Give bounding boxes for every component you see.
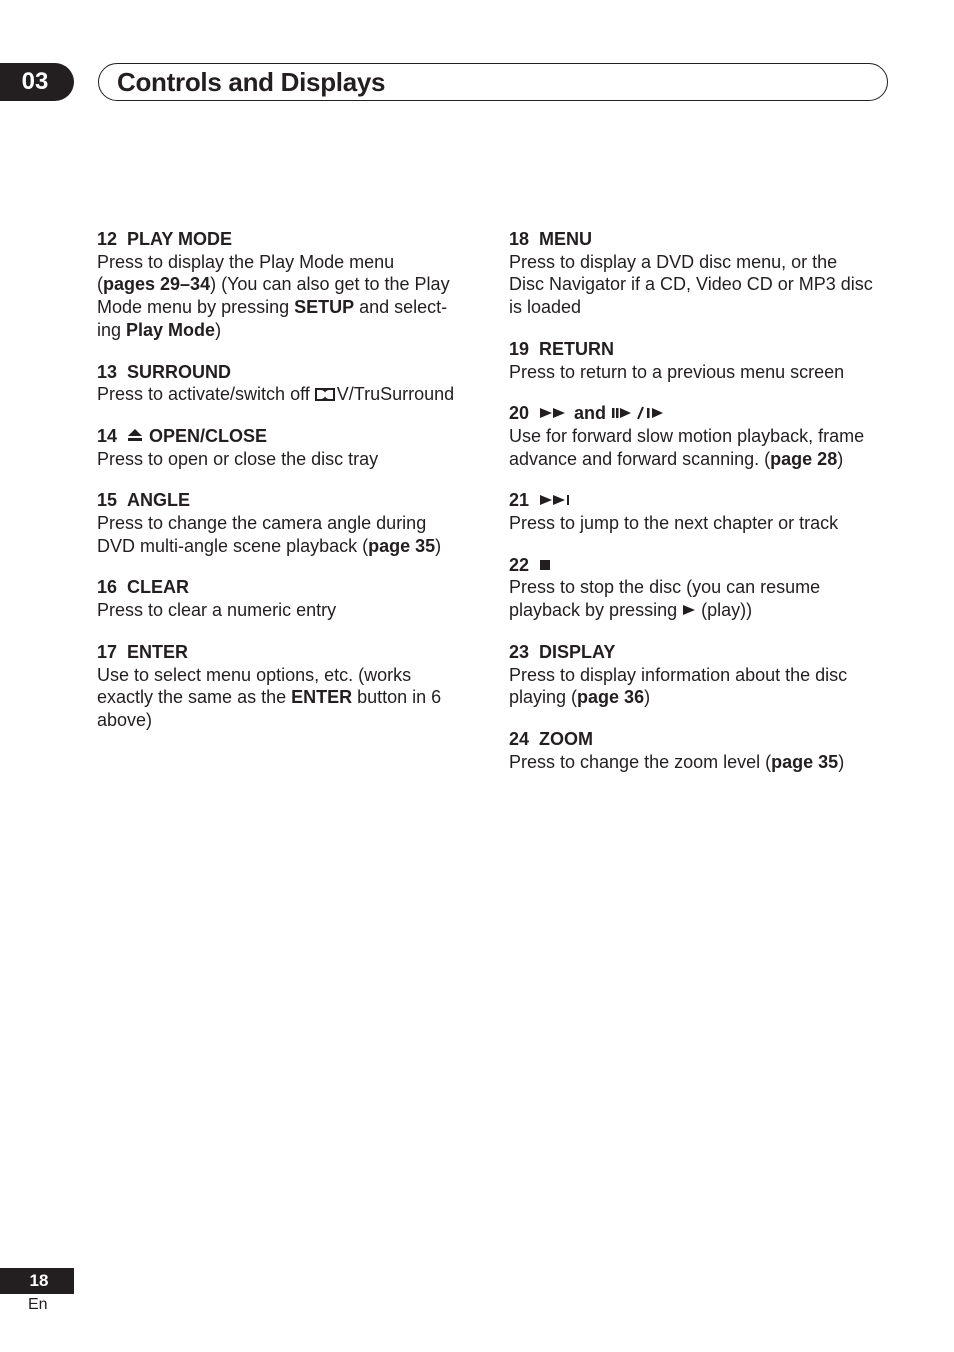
item-line: Press to return to a previous menu screen xyxy=(509,361,845,382)
item-open-close xyxy=(97,425,472,470)
item-number: 20 xyxy=(509,403,530,424)
item-line: Use to select menu options, etc. (works xyxy=(97,664,412,685)
item-play-mode xyxy=(97,228,472,342)
item-line: playing (page 36) xyxy=(509,687,651,708)
item-line: Press to clear a numeric entry xyxy=(97,600,337,621)
item-line: Mode menu by pressing SETUP and select- xyxy=(97,297,448,318)
item-line: above) xyxy=(97,709,153,730)
item-number: 16 xyxy=(97,577,118,598)
eject-icon xyxy=(127,428,143,442)
item-enter xyxy=(97,641,472,732)
item-clear xyxy=(97,576,472,621)
item-heading xyxy=(509,338,894,361)
item-heading xyxy=(97,576,472,599)
item-angle xyxy=(97,489,472,557)
item-line: DVD multi-angle scene playback (page 35) xyxy=(97,535,442,556)
item-heading xyxy=(509,489,894,512)
item-line: advance and forward scanning. (page 28) xyxy=(509,448,844,469)
item-heading xyxy=(509,402,894,425)
item-number: 14 xyxy=(97,425,118,446)
item-heading xyxy=(97,228,472,251)
item-number: 12 xyxy=(97,229,118,249)
item-display xyxy=(509,641,894,709)
item-heading xyxy=(97,489,472,512)
fast-forward-icon xyxy=(539,407,567,419)
left-column xyxy=(97,228,472,751)
dolby-double-d-icon xyxy=(315,388,335,401)
item-label: PLAY MODE xyxy=(127,229,233,249)
item-number: 24 xyxy=(509,728,530,749)
item-forward-slow xyxy=(509,402,894,470)
next-track-icon xyxy=(539,494,573,506)
item-line: Press to open or close the disc tray xyxy=(97,448,379,469)
item-label: OPEN/CLOSE xyxy=(149,425,268,446)
item-label: CLEAR xyxy=(127,577,190,598)
item-line: Press to change the zoom level (page 35) xyxy=(509,751,845,772)
item-number: 17 xyxy=(97,641,118,662)
item-heading xyxy=(509,554,894,577)
item-return xyxy=(509,338,894,383)
item-number: 22 xyxy=(509,554,530,575)
item-line: Disc Navigator if a CD, Video CD or MP3 disc xyxy=(509,274,873,295)
stop-icon xyxy=(539,559,551,571)
item-line: Press to display information about the disc xyxy=(509,664,848,685)
item-heading xyxy=(97,361,472,384)
item-line: ing Play Mode) xyxy=(97,319,222,340)
item-label: ANGLE xyxy=(127,490,191,511)
item-label: MENU xyxy=(539,229,593,249)
item-heading xyxy=(97,641,472,664)
item-label: DISPLAY xyxy=(539,641,616,662)
item-stop xyxy=(509,554,894,622)
right-column xyxy=(509,228,894,792)
page-number-tab xyxy=(0,1268,74,1294)
item-heading xyxy=(509,728,894,751)
item-line: (pages 29–34) (You can also get to the Play xyxy=(97,274,450,295)
item-next-track xyxy=(509,489,894,534)
item-line: Press to stop the disc (you can resume xyxy=(509,577,821,598)
item-label: ZOOM xyxy=(539,728,594,749)
slow-forward-step-icon xyxy=(611,406,669,420)
item-line: exactly the same as the ENTER button in 6 xyxy=(97,687,442,708)
page-title-frame xyxy=(98,63,888,101)
item-menu xyxy=(509,228,894,319)
item-label: ENTER xyxy=(127,641,189,662)
play-icon xyxy=(682,604,696,616)
item-line: Use for forward slow motion playback, frame xyxy=(509,425,865,446)
chapter-number-tab xyxy=(0,63,74,101)
item-label: SURROUND xyxy=(127,361,232,382)
language-label: En xyxy=(28,1296,48,1313)
item-line: Press to change the camera angle during xyxy=(97,513,427,534)
item-line: Press to display the Play Mode menu xyxy=(97,251,395,272)
item-zoom xyxy=(509,728,894,773)
item-number: 18 xyxy=(509,229,530,249)
item-heading xyxy=(509,228,894,251)
item-number: 21 xyxy=(509,490,530,511)
item-surround xyxy=(97,361,472,406)
item-line: Press to display a DVD disc menu, or the xyxy=(509,251,838,272)
item-line: Press to jump to the next chapter or track xyxy=(509,513,839,534)
item-line: is loaded xyxy=(509,297,582,318)
item-number: 19 xyxy=(509,338,530,359)
item-line: playback by pressing (play)) xyxy=(509,600,753,621)
item-number: 13 xyxy=(97,361,118,382)
page-number: 18 xyxy=(29,1271,49,1290)
chapter-number: 03 xyxy=(21,68,49,95)
item-number: 23 xyxy=(509,641,530,662)
page-title: Controls and Displays xyxy=(117,66,386,97)
item-label: RETURN xyxy=(539,338,615,359)
item-heading xyxy=(97,425,472,448)
item-heading xyxy=(509,641,894,664)
item-number: 15 xyxy=(97,490,118,511)
item-label: and xyxy=(574,403,607,424)
item-line: Press to activate/switch off V/TruSurround xyxy=(97,384,455,405)
